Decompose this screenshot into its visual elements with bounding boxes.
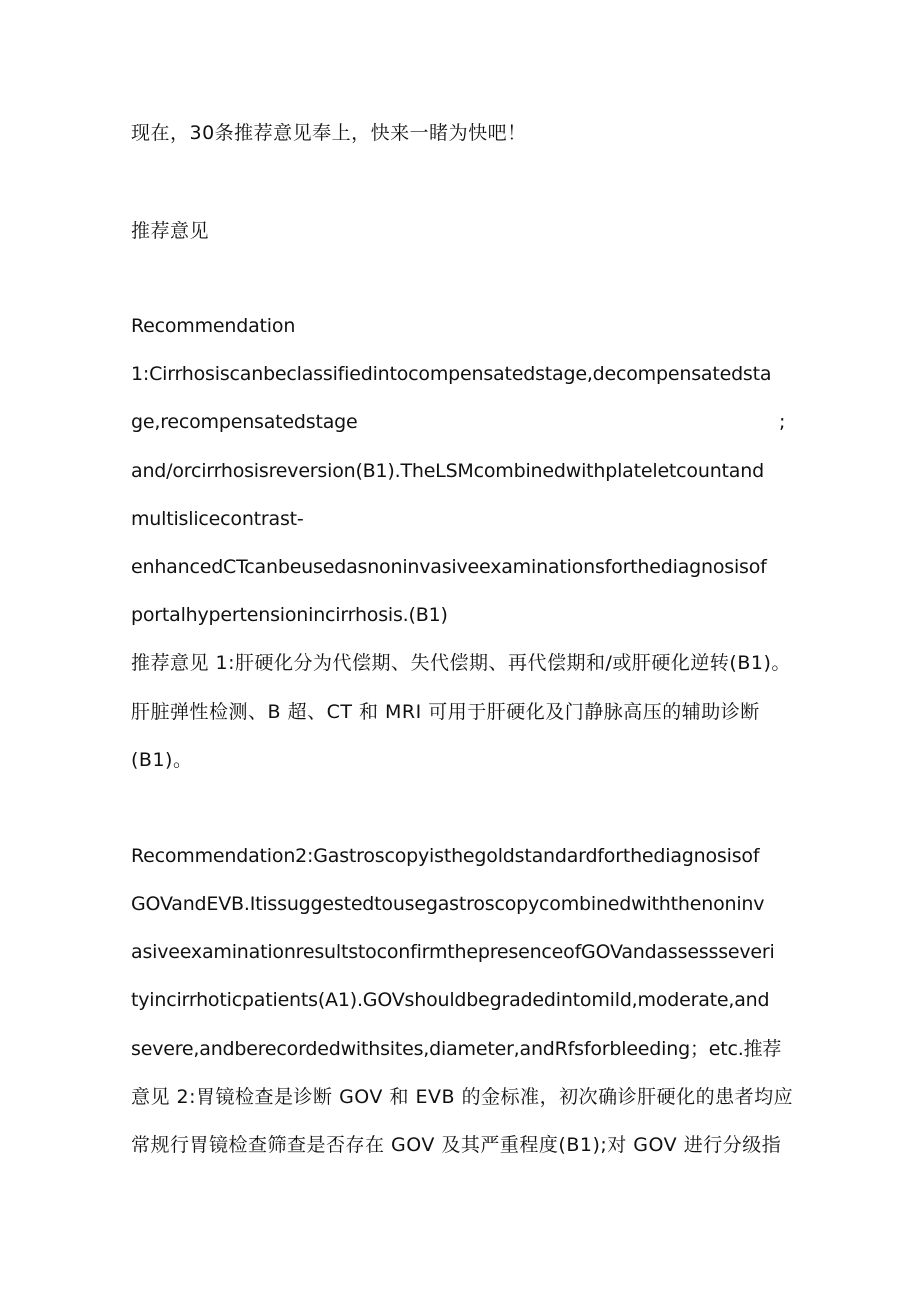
rec1-en-line: 1:Cirrhosiscanbeclassifiedintocompensatedstage,decompensatedsta [131, 363, 772, 385]
rec2-line: GOVandEVB.Itissuggestedtousegastroscopycombinedwiththenoninv [131, 893, 765, 915]
rec1-en-line: and/orcirrhosisreversion(B1).TheLSMcombinedwithplateletcountand [131, 460, 764, 482]
rec1-en-line: multislicecontrast- [131, 508, 304, 530]
rec2-line: severe,andberecordedwithsites,diameter,andRfsforbleeding；etc.推荐 [131, 1038, 782, 1060]
rec1-cn-line: 推荐意见 1:肝硬化分为代偿期、失代偿期、再代偿期和/或肝硬化逆转(B1)。 [131, 652, 791, 674]
rec1-cn-line: 肝脏弹性检测、B 超、CT 和 MRI 可用于肝硬化及门静脉高压的辅助诊断 [131, 701, 760, 723]
rec1-semicolon: ; [779, 411, 786, 433]
rec2-line: 意见 2:胃镜检查是诊断 GOV 和 EVB 的金标准，初次确诊肝硬化的患者均应 [131, 1086, 794, 1108]
section-heading: 推荐意见 [131, 220, 210, 242]
rec2-line: 常规行胃镜检查筛查是否存在 GOV 及其严重程度(B1);对 GOV 进行分级指 [131, 1134, 782, 1156]
rec1-en-line: ge,recompensatedstage [131, 411, 358, 433]
rec1-en-line: enhancedCTcanbeusedasnoninvasiveexaminationsforthediagnosisof [131, 556, 767, 578]
rec2-line: asiveexaminationresultstoconfirmthepresenceofGOVandassessseveri [131, 941, 775, 963]
rec2-line: tyincirrhoticpatients(A1).GOVshouldbegradedintomild,moderate,and [131, 989, 770, 1011]
rec1-cn-line: (B1)。 [131, 749, 193, 771]
rec1-en-line: portalhypertensionincirrhosis.(B1) [131, 604, 448, 626]
rec1-en-line: Recommendation [131, 315, 296, 337]
intro-text: 现在，30条推荐意见奉上，快来一睹为快吧！ [131, 122, 527, 144]
rec2-line: Recommendation2:Gastroscopyisthegoldstandardforthediagnosisof [131, 845, 760, 867]
